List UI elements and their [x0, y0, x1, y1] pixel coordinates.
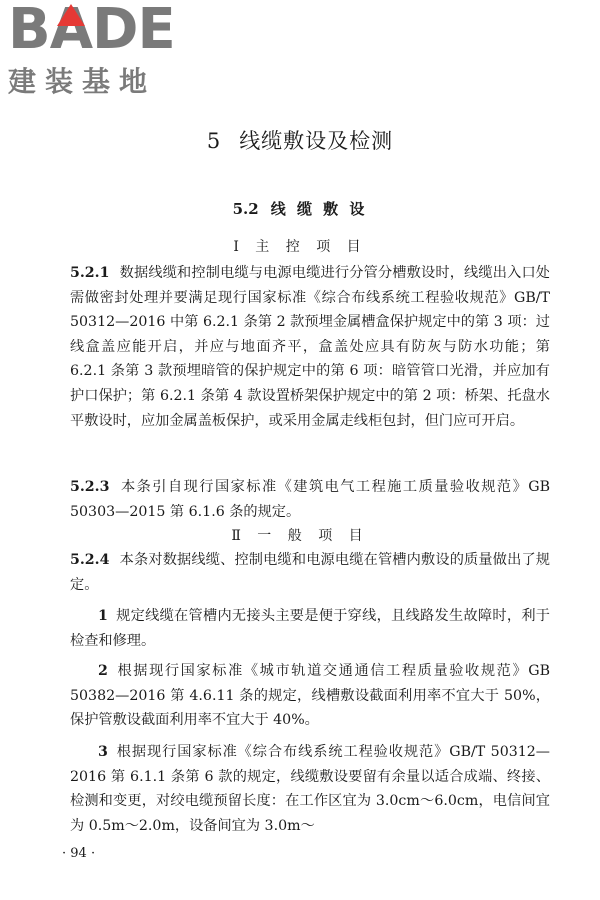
clause-5-2-4 [70, 548, 550, 597]
clause-number: 5.2.3 [70, 479, 110, 495]
clause-5-2-1 [70, 261, 550, 433]
list-item-1 [70, 604, 550, 653]
item-number: 2 [98, 663, 108, 679]
clause-text: 本条对数据线缆、控制电缆和电源电缆在管槽内敷设的质量做出了规定。 [70, 552, 550, 593]
clause-number: 5.2.1 [70, 265, 110, 281]
list-item-2 [70, 659, 550, 733]
list-item-3 [70, 740, 550, 838]
bade-logo [8, 0, 175, 100]
item-text: 规定线缆在管槽内无接头主要是便于穿线，且线路发生故障时，利于检查和修理。 [70, 608, 550, 649]
logo-red-triangle-icon [57, 4, 85, 26]
item-number: 3 [98, 744, 108, 760]
item-text: 根据现行国家标准《城市轨道交通通信工程质量验收规范》GB 50382—2016 第 4.6.11 条的规定，线槽敷设截面利用率不宜大于 50%，保护管敷设截面利用率不宜大于 40%。 [70, 663, 550, 729]
chapter-heading [0, 125, 600, 155]
item-text: 根据现行国家标准《综合布线系统工程验收规范》GB/T 50312—2016 第 6.1.1 条第 6 款的规定，线缆敷设要留有余量以适合成端、终接、检测和变更，对绞电缆预留长度：在工作区宜为 3.0cm～6.0cm，电信间宜为 0.5m～2.0m，设备间宜为 3.0m～ [70, 744, 550, 834]
page-number: · 94 · [62, 846, 96, 861]
item-number: 1 [98, 608, 108, 624]
chapter-title: 线缆敷设及检测 [239, 129, 394, 153]
logo-wordmark [8, 0, 175, 62]
section-number: 5.2 [232, 200, 259, 218]
logo-letter-a: A [49, 0, 93, 62]
clause-text: 本条引自现行国家标准《建筑电气工程施工质量验收规范》GB 50303—2015 第 6.1.6 条的规定。 [70, 479, 550, 520]
chapter-number: 5 [206, 129, 222, 153]
logo-subtitle: 建装基地 [8, 65, 157, 98]
section-heading [0, 198, 600, 219]
clause-text: 数据线缆和控制电缆与电源电缆进行分管分槽敷设时，线缆出入口处需做密封处理并要满足现行国家标准《综合布线系统工程验收规范》GB/T 50312—2016 中第 6.2.1 条第 2 款预埋金属槽盒保护规定中的第 3 项：过线盒盖应能开启，并应与地面齐平，盒盖处应具有防灰与防水功能；第 6.2.1 条第 3 款预埋暗管的保护规定中的第 6 项：暗管管口光滑，并应加有护口保护；第 6.2.1 条第 4 款设置桥架保护规定中的第 2 项：桥架、托盘水平敷设时，应加金属盖板保护，或采用金属走线柜包封，但门应可开启。 [70, 265, 550, 429]
clause-5-2-3 [70, 475, 550, 524]
logo-letters-de: DE [92, 0, 175, 62]
clause-number: 5.2.4 [70, 552, 110, 568]
subheading-main-control: Ⅰ 主 控 项 目 [233, 239, 367, 255]
section-title: 线 缆 敷 设 [270, 200, 368, 218]
logo-letter-b: B [8, 0, 50, 62]
subheading-general: Ⅱ 一 般 项 目 [231, 528, 369, 544]
